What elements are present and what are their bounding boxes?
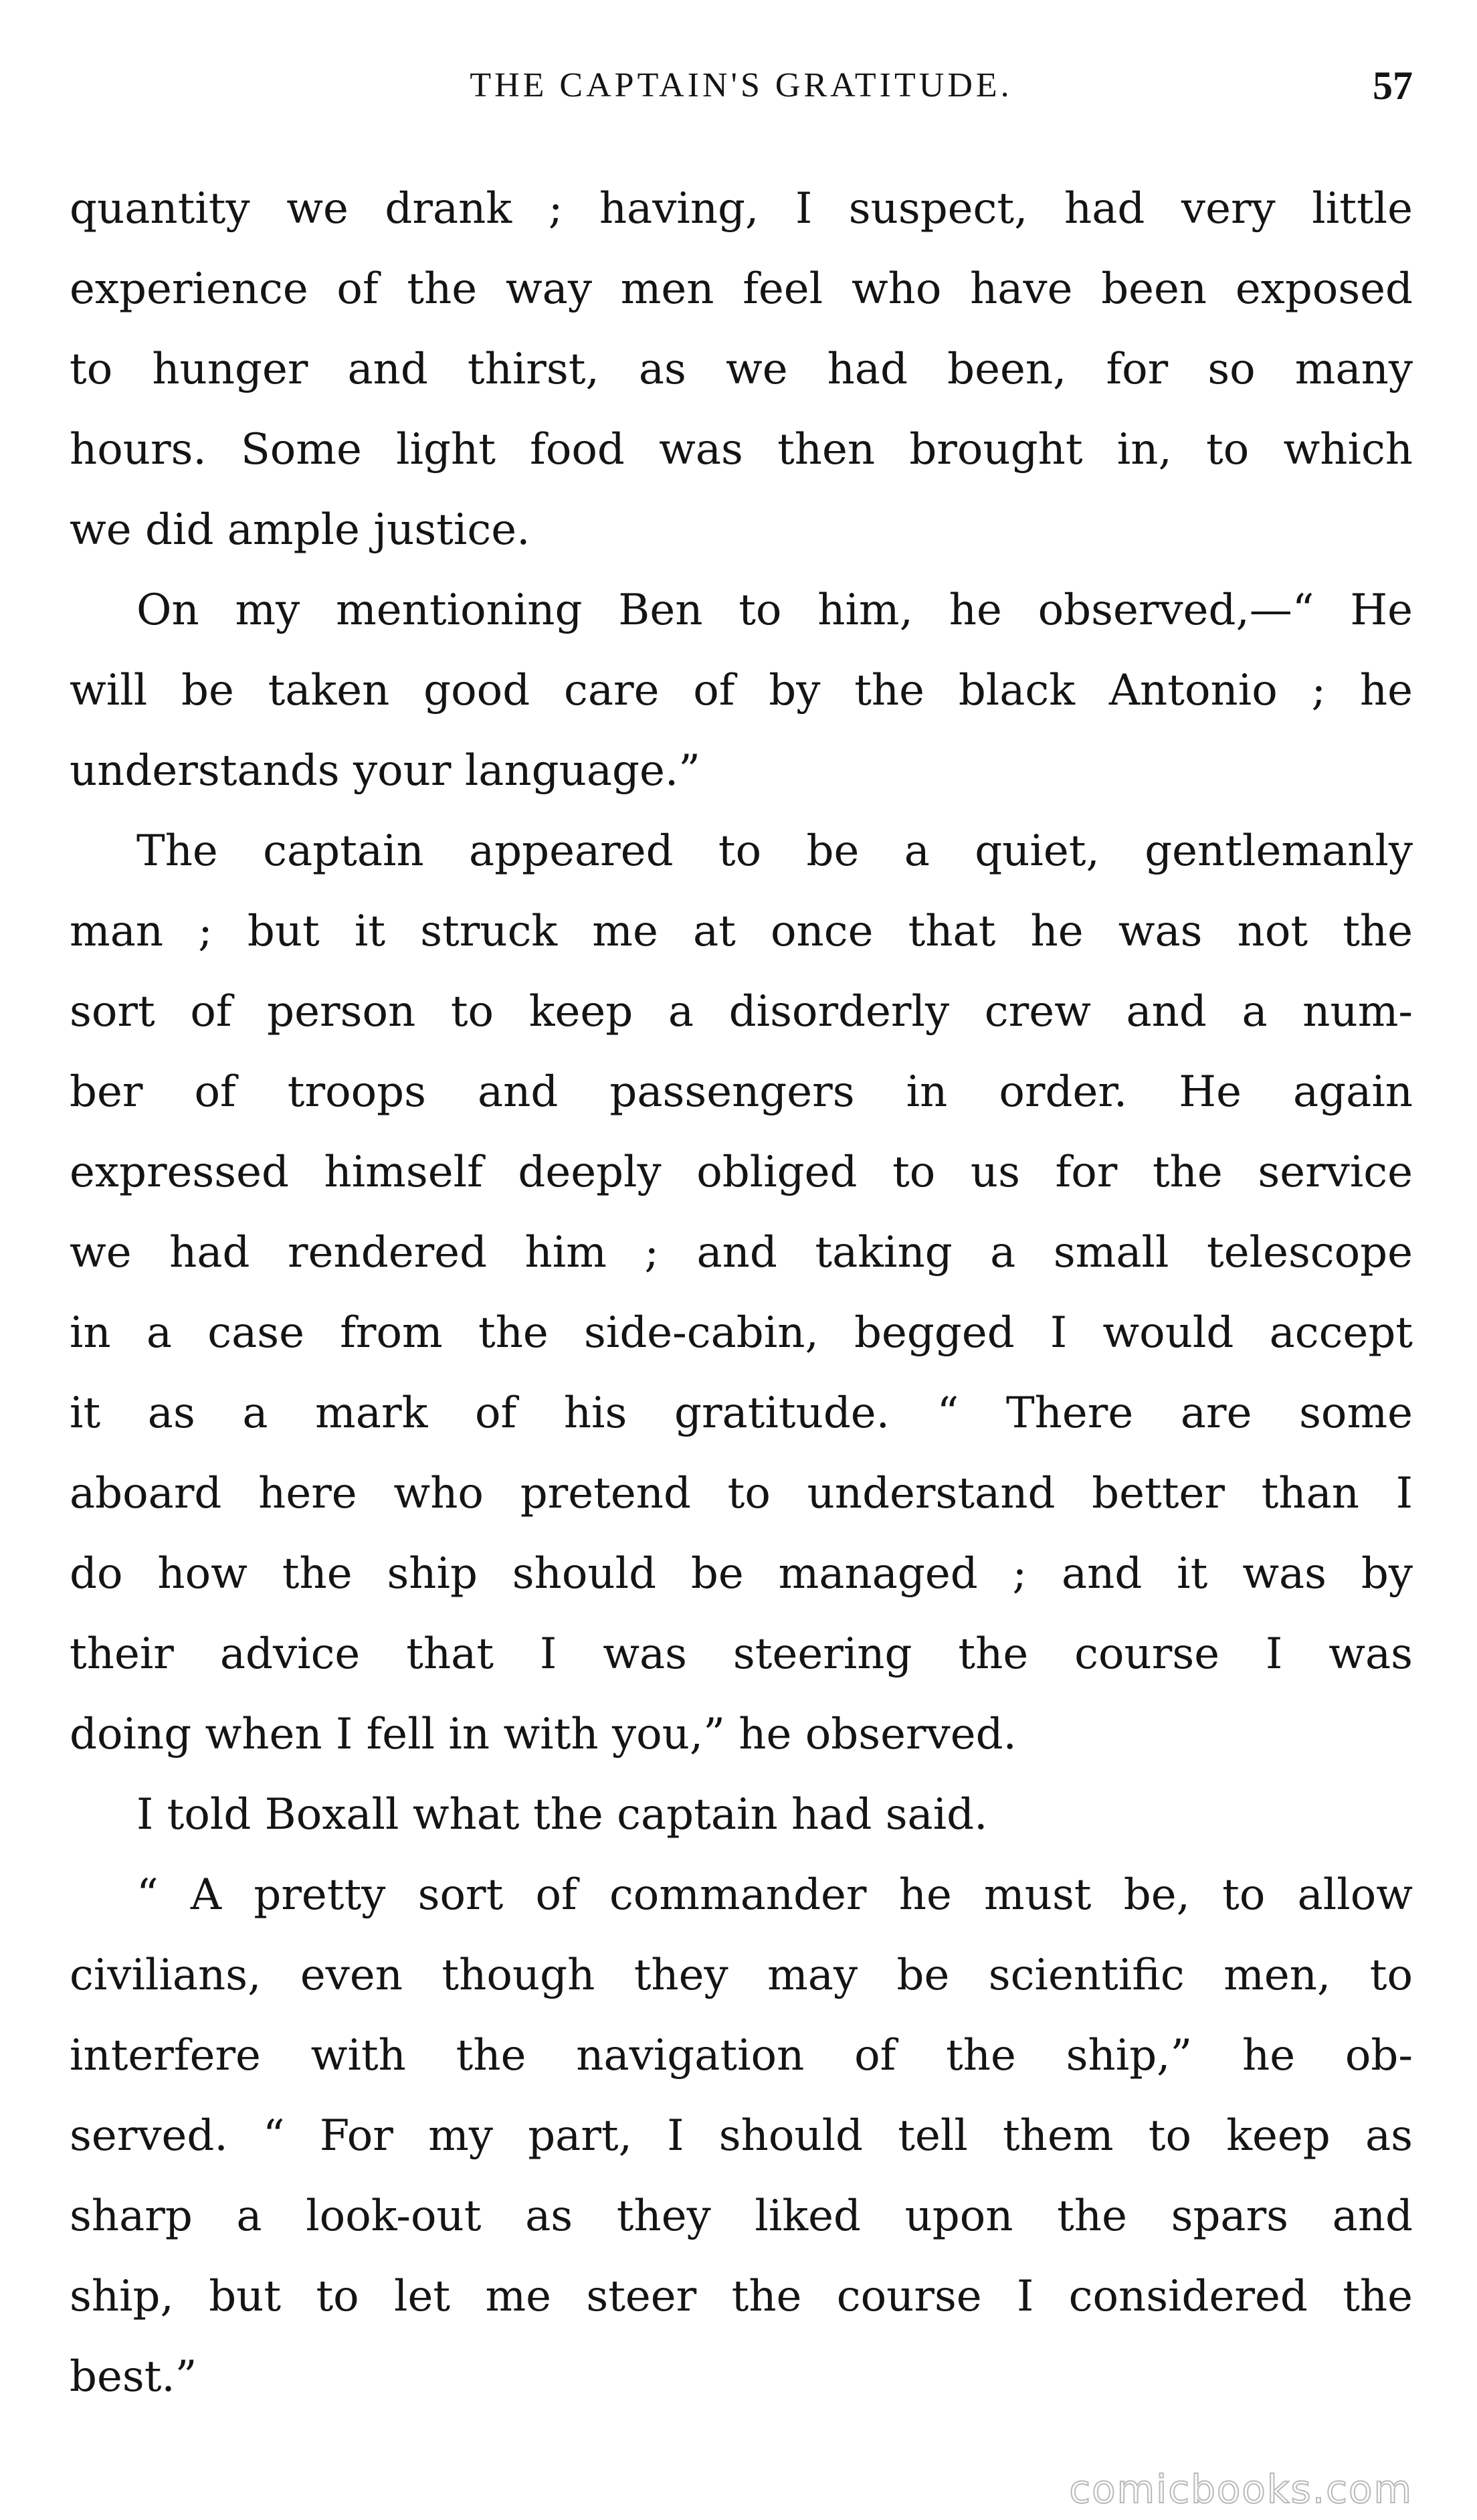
text-line: best.”: [70, 2352, 197, 2402]
text-line: quantity we drank ; having, I suspect, had very little: [70, 184, 1413, 234]
text-line: man ; but it struck me at once that he was not the: [70, 907, 1413, 956]
text-line: ber of troops and passengers in order. He again: [70, 1067, 1413, 1117]
text-line: aboard here who pretend to understand better than I: [70, 1469, 1413, 1518]
text-line: civilians, even though they may be scientific men, to: [70, 1951, 1413, 2000]
text-line: interfere with the navigation of the ship,” he ob-: [70, 2031, 1413, 2080]
text-line: sort of person to keep a disorderly crew and a num-: [70, 987, 1413, 1037]
text-line: ship, but to let me steer the course I considered the: [70, 2272, 1413, 2321]
body-text: [70, 169, 1413, 2417]
text-line: it as a mark of his gratitude. “ There are some: [70, 1388, 1413, 1438]
paragraph: [70, 1855, 1413, 2417]
watermark-text: comicbooks.com: [1069, 2466, 1413, 2512]
page-header: [70, 59, 1413, 112]
text-line: I told Boxall what the captain had said.: [136, 1790, 988, 1839]
paragraph: [70, 1775, 1413, 1855]
text-line: “ A pretty sort of commander he must be, to allow: [136, 1870, 1413, 1920]
text-line: in a case from the side-cabin, begged I would accept: [70, 1308, 1413, 1358]
text-line: to hunger and thirst, as we had been, for so many: [70, 345, 1413, 394]
text-line: sharp a look-out as they liked upon the spars and: [70, 2191, 1413, 2241]
text-line: experience of the way men feel who have been exposed: [70, 264, 1413, 314]
paragraph: [70, 570, 1413, 811]
text-line: doing when I fell in with you,” he observed.: [70, 1710, 1017, 1759]
text-line: served. “ For my part, I should tell them to keep as: [70, 2111, 1413, 2161]
text-line: we had rendered him ; and taking a small telescope: [70, 1228, 1413, 1277]
text-line: will be taken good care of by the black Antonio ; he: [70, 666, 1413, 715]
text-line: understands your language.”: [70, 746, 700, 796]
paragraph: [70, 169, 1413, 570]
text-line: expressed himself deeply obliged to us for the service: [70, 1148, 1413, 1197]
paragraph: [70, 811, 1413, 1775]
page-number: 57: [1373, 64, 1413, 108]
text-line: On my mentioning Ben to him, he observed,—“ He: [136, 586, 1413, 635]
text-line: we did ample justice.: [70, 505, 530, 555]
text-line: their advice that I was steering the course I was: [70, 1629, 1413, 1679]
text-line: The captain appeared to be a quiet, gentlemanly: [136, 826, 1413, 876]
text-line: hours. Some light food was then brought in, to which: [70, 425, 1413, 474]
text-line: do how the ship should be managed ; and it was by: [70, 1549, 1413, 1599]
running-head: THE CAPTAIN'S GRATITUDE.: [470, 66, 1013, 104]
